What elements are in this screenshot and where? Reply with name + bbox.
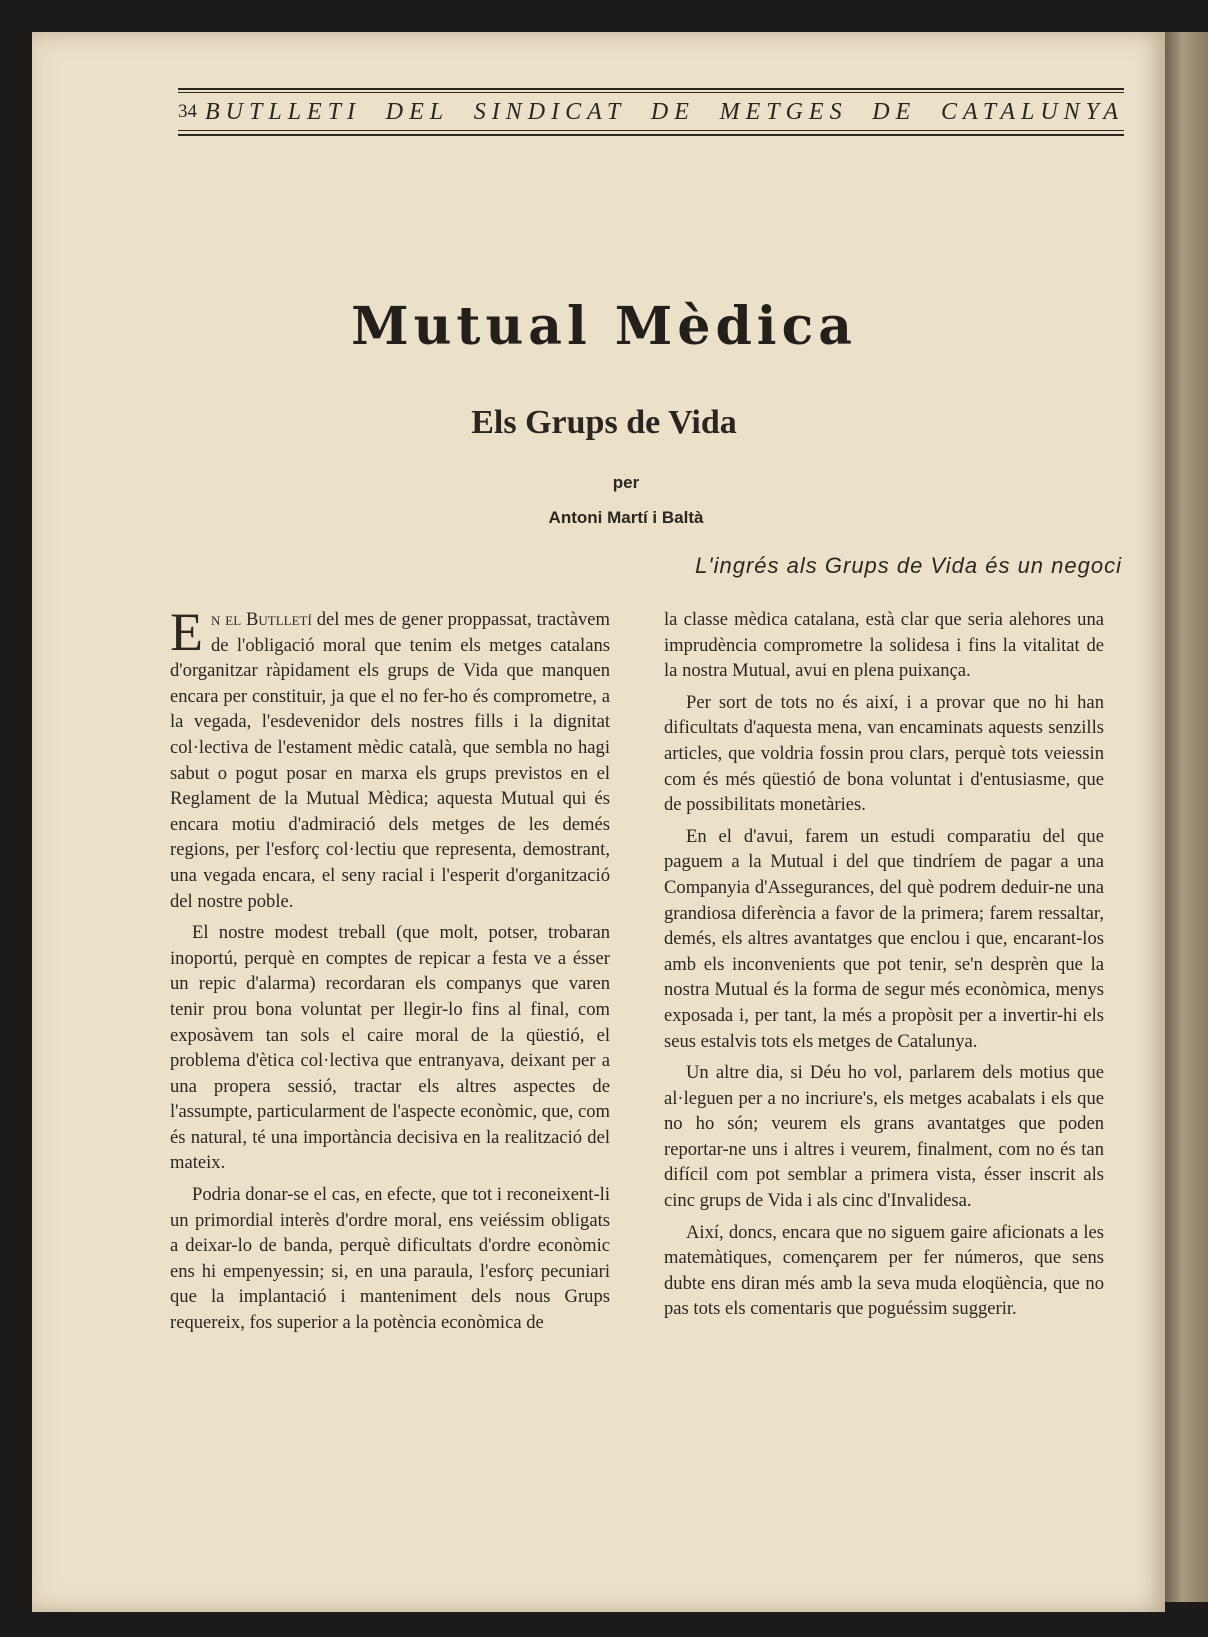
left-column (170, 602, 610, 1336)
page-edge (1165, 32, 1208, 1602)
header-rule-bottom-thin (178, 130, 1124, 131)
header-rule-bottom (178, 134, 1124, 136)
paragraph: Un altre dia, si Déu ho vol, parlarem dels motius que al·leguen per a no incriure's, els metges acabalats i els que no ho són; veurem els grans avantatges que poden reportar-ne uns i altres i veurem, finalment, com no és tan difícil com pot semblar a primera vista, ésser inscrit als cinc grups de Vida i als cinc d'Invalidesa. (664, 1062, 1104, 1212)
journal-name-word: BUTLLETI (205, 98, 362, 125)
running-head (178, 96, 1124, 128)
journal-name (205, 99, 1124, 126)
paragraph (170, 602, 610, 914)
journal-name-word: SINDICAT (473, 98, 627, 125)
right-column (664, 607, 1104, 1322)
paragraph: En el d'avui, farem un estudi comparatiu del que paguem a la Mutual i del que tindríem de pagar a una Companyia d'Assegurances, del què podrem deduir-ne una grandiosa diferència a favor de la primera; farem ressaltar, demés, els altres avantatges que enclou i que, encarant-los amb els inconvenients que pot tenir, se'n desprèn que la nostra Mutual és la forma de segur més econòmica, menys exposada i, per tant, la més a propòsit per a invertir-hi els seus estalvis tots els metges de Catalunya. (664, 825, 1104, 1052)
journal-name-word: METGES (719, 98, 848, 125)
journal-name-word: DE (872, 98, 917, 125)
epigraph: L'ingrés als Grups de Vida és un negoci (695, 553, 1122, 578)
paragraph: El nostre modest treball (que molt, potser, trobaran inoportú, perquè en comptes de repicar a festa ve a ésser un repic d'alarma) recordaran els companys que varen tenir prou bona voluntat per llegir-lo fins al final, com exposàvem tan sols el caire moral de la qüestió, el problema d'ètica col·lectiva que entranyava, deixant per a una propera sessió, tractar els altres aspectes de l'assumpte, particularment de l'aspecte econòmic, que, com és natural, té una importància decisiva en la realització del mateix. (170, 922, 610, 1174)
drop-cap: E (170, 602, 203, 662)
journal-name-word: DEL (385, 98, 450, 125)
paragraph: Per sort de tots no és així, i a provar que no hi han dificultats d'aquesta mena, van encaminats aquests senzills articles, que voldria fossin prou clars, perquè tots veiessin com és més qüestió de bona voluntat i d'entusiasme, que de possibilitats monetàries. (664, 691, 1104, 816)
header-rule-top-thin (178, 92, 1124, 93)
paragraph: Així, doncs, encara que no siguem gaire aficionats a les matemàtiques, començarem per fer números, que sens dubte ens diran més amb la seva muda eloqüència, que no pas tots els comentaris que poguéssim suggerir. (664, 1221, 1104, 1320)
byline-prefix: per (612, 473, 640, 492)
paragraph: la classe mèdica catalana, està clar que seria alehores una imprudència comprometre la solidesa i fins la vitalitat de la nostra Mutual, avui en plena puixança. (664, 609, 1104, 682)
paragraph: Podria donar-se el cas, en efecte, que tot i reconeixent-li un primordial interès d'ordre moral, ens veiéssim obligats a deixar-lo de banda, perquè dificultats d'ordre econòmic ens hi empenyessin; si, en una paraula, l'esforç pecuniari que la implantació i manteniment dels nous Grups requereix, fos superior a la potència econòmica de (170, 1184, 610, 1334)
author-name: Antoni Martí i Baltà (548, 508, 704, 527)
paragraph-text: n el (211, 609, 246, 630)
journal-name-word: DE (650, 98, 695, 125)
article-title: Mutual Mèdica (351, 296, 857, 357)
page-number: 34 (178, 101, 197, 122)
journal-name-word: CATALUNYA (940, 98, 1124, 125)
article-subtitle: Els Grups de Vida (471, 404, 737, 441)
header-rule-top (178, 88, 1124, 90)
journal-reference: Butlletí (246, 609, 312, 630)
paragraph-text: del mes de gener proppassat, tractàvem de l'obligació moral que tenim els metges catalans d'organitzar ràpidament els grups de Vida que manquen encara per constituir, ja que el no fer-ho és comprometre, a la vegada, l'esdevenidor dels nostres fills i la dignitat col·lectiva de l'estament mèdic català, que sembla no hagi sabut o pogut posar en marxa els grups previstos en el Reglament de la Mutual Mèdica; aquesta Mutual qui és encara motiu d'admiració dels metges de les demés regions, per l'esforç col·lectiu que representa, demostrant, una vegada encara, el seny racial i l'esperit d'organització del nostre poble. (170, 609, 610, 912)
